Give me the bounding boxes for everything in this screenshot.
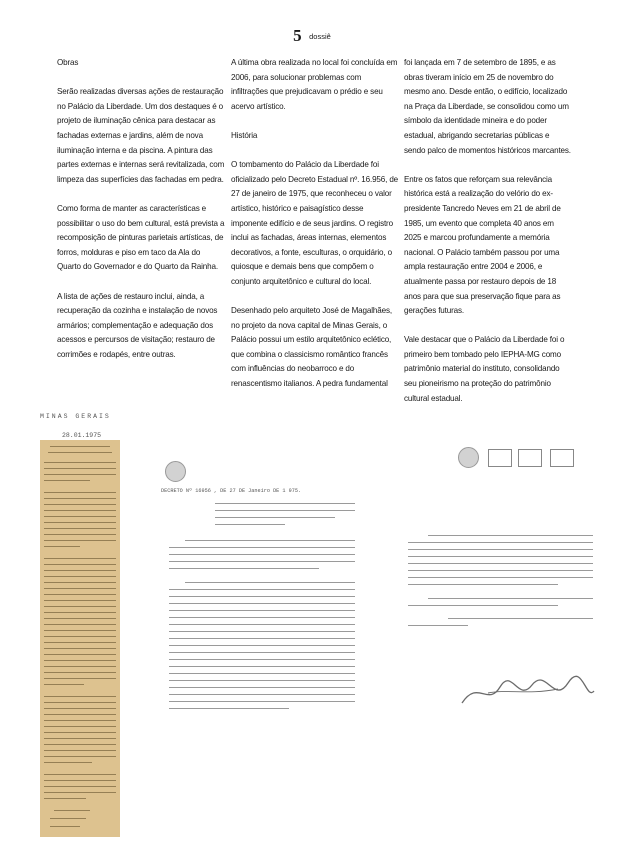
decree-heading: DECRETO Nº 16956 , DE 27 DE Janeiro DE 1 975.	[161, 488, 302, 494]
clipping-masthead: MINAS GERAIS	[40, 413, 111, 420]
section-label: dossiê	[309, 31, 331, 41]
paragraph: O tombamento do Palácio da Liberdade foi oficializado pelo Decreto Estadual nº. 16.956, de 27 de janeiro de 1975, que reconheceu o valor artístico, histórico e paisagístico desse imponente edifício e de seus jardins. O registro inclui as fachadas, áreas internas, elementos decorativos, a fonte, esculturas, o orquidário, o quiosque e demais bens que compõem o conjunto arquitetônico e cultural do local.	[231, 160, 399, 286]
paragraph: Desenhado pelo arquiteto José de Magalhães, no projeto da nova capital de Minas Gerais, o Palácio possui um estilo arquitetônico eclético, que combina o classicismo romântico francês com influências do neobarroco e do renascentismo italianos. A pedra fundamental	[231, 306, 392, 389]
decree-page-2-image	[368, 445, 600, 720]
text-column-3	[404, 56, 572, 421]
paragraph: Entre os fatos que reforçam sua relevância histórica está a realização do velório do ex-presidente Tancredo Neves em 21 de abril de 1985, um evento que completa 40 anos em 2025 e marcou profundamente a memória nacional. O Palácio também passou por uma ampla restauração entre 2004 e 2006, e atualmente passa por restauro depois de 18 anos para que sua preservação fique para as gerações futuras.	[404, 174, 561, 316]
paragraph: A lista de ações de restauro inclui, ainda, a recuperação da cozinha e instalação de novos armários; complementação e adequação dos acessos e percursos de visitação; restauro de corrimões e rodapés, entre outras.	[57, 291, 218, 359]
paragraph: Obras	[57, 58, 79, 67]
handwritten-signature	[458, 673, 598, 713]
text-column-2	[231, 56, 399, 406]
text-column-1	[57, 56, 225, 377]
paragraph: A última obra realizada no local foi concluída em 2006, para solucionar problemas com infiltrações que prejudicavam o prédio e seu acervo artístico.	[231, 58, 398, 111]
clipping-date: 28.01.1975	[62, 432, 102, 439]
paragraph: Como forma de manter as características e possibilitar o uso do bem cultural, está prevista a recomposição de pinturas parietais artísticas, de forros, molduras e piso em taco da Ala do Quarto do Governador e do Quarto da Rainha.	[57, 203, 225, 272]
archive-stamp	[488, 449, 512, 467]
page-header	[0, 26, 624, 46]
newspaper-clipping-image	[40, 440, 120, 837]
decree-page-image	[155, 455, 363, 720]
paragraph: História	[231, 130, 258, 140]
page-number: 5	[293, 26, 302, 45]
paragraph: Serão realizadas diversas ações de restauração no Palácio da Liberdade. Um dos destaques é o projeto de iluminação cênica para destacar as fachadas externas e jardins, além de nova iluminação interna e da piscina. A pintura das partes externas e internas será revitalizada, com limpeza das superfícies das fachadas em pedra.	[57, 87, 225, 184]
paragraph: Vale destacar que o Palácio da Liberdade foi o primeiro bem tombado pelo IEPHA-MG como patrimônio material do instituto, consolidando seu pioneirismo na proteção do patrimônio cultural estadual.	[404, 335, 565, 403]
archive-stamp	[518, 449, 542, 467]
paragraph: foi lançada em 7 de setembro de 1895, e as obras tiveram início em 25 de novembro do mesmo ano. Desde então, o edifício, localizado na Praça da Liberdade, se consolidou como um símbolo da identidade mineira e do poder estadual, abrigando secretarias públicas e sendo palco de momentos históricos marcantes.	[404, 58, 571, 155]
coat-of-arms-seal	[165, 461, 186, 482]
archive-stamp	[550, 449, 574, 467]
coat-of-arms-seal	[458, 447, 479, 468]
